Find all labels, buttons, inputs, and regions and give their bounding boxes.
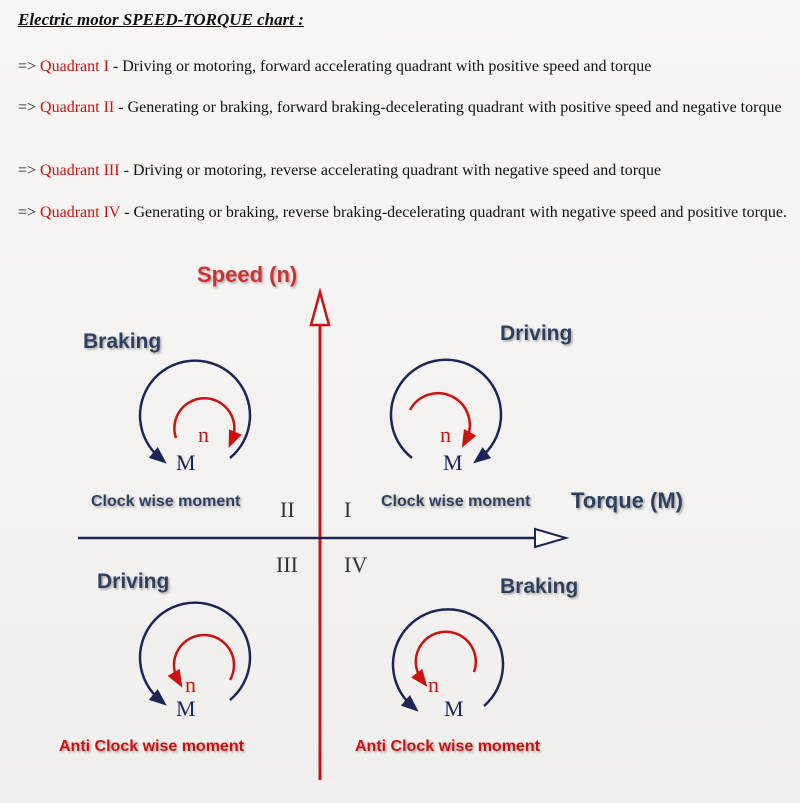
quadrant-4-group <box>355 575 578 755</box>
torque-axis-label: Torque (M) <box>571 488 684 513</box>
torque-symbol: M <box>444 696 464 721</box>
arrow-prefix: => <box>18 99 41 116</box>
arrow-prefix: => <box>18 162 41 179</box>
quadrant-numeral-2: II <box>280 497 295 522</box>
quadrant-3-group <box>59 570 250 755</box>
speed-symbol: n <box>428 672 439 697</box>
quadrant-name: Quadrant III <box>40 162 120 179</box>
mode-label-driving: Driving <box>97 570 170 593</box>
quadrant-numeral-3: III <box>276 552 298 577</box>
quadrant-text: - Generating or braking, reverse braking-decelerating quadrant with negative speed and positive torque. <box>120 204 788 221</box>
arrow-prefix: => <box>18 58 41 75</box>
chart-title: Electric motor SPEED-TORQUE chart : <box>18 10 304 29</box>
quadrant-text: - Driving or motoring, forward accelerating quadrant with positive speed and torque <box>108 58 652 75</box>
speed-rotation-arrow <box>174 635 234 680</box>
quadrant-numeral-4: IV <box>344 552 368 577</box>
torque-moment-arrow <box>140 361 250 458</box>
moment-label: Anti Clock wise moment <box>59 738 244 755</box>
mode-label-driving: Driving <box>500 322 573 345</box>
quadrant-name: Quadrant II <box>40 99 115 116</box>
quadrant-name: Quadrant I <box>40 58 109 75</box>
quadrant-text: - Driving or motoring, reverse accelerating quadrant with negative speed and torque <box>119 162 662 179</box>
speed-rotation-arrow <box>416 632 476 680</box>
torque-symbol: M <box>443 450 463 475</box>
speed-symbol: n <box>198 422 209 447</box>
moment-label: Clock wise moment <box>381 493 531 510</box>
torque-symbol: M <box>176 450 196 475</box>
speed-symbol: n <box>440 422 451 447</box>
speed-symbol: n <box>185 672 196 697</box>
torque-symbol: M <box>176 696 196 721</box>
torque-axis-arrowhead <box>535 529 566 547</box>
quadrant-name: Quadrant IV <box>40 204 121 221</box>
moment-label: Anti Clock wise moment <box>355 738 540 755</box>
quadrant-text: - Generating or braking, forward braking-decelerating quadrant with positive speed and negative torque <box>114 99 782 116</box>
mode-label-braking: Braking <box>83 330 162 353</box>
quadrant-1-group <box>381 322 572 510</box>
arrow-prefix: => <box>18 204 41 221</box>
quadrant-2-group <box>83 330 250 510</box>
speed-axis-arrowhead <box>311 292 329 325</box>
torque-moment-arrow <box>393 609 503 706</box>
speed-axis <box>197 262 329 780</box>
mode-label-braking: Braking <box>500 575 579 598</box>
moment-label: Clock wise moment <box>91 493 241 510</box>
quadrant-numeral-1: I <box>344 497 352 522</box>
speed-axis-label: Speed (n) <box>197 262 298 287</box>
